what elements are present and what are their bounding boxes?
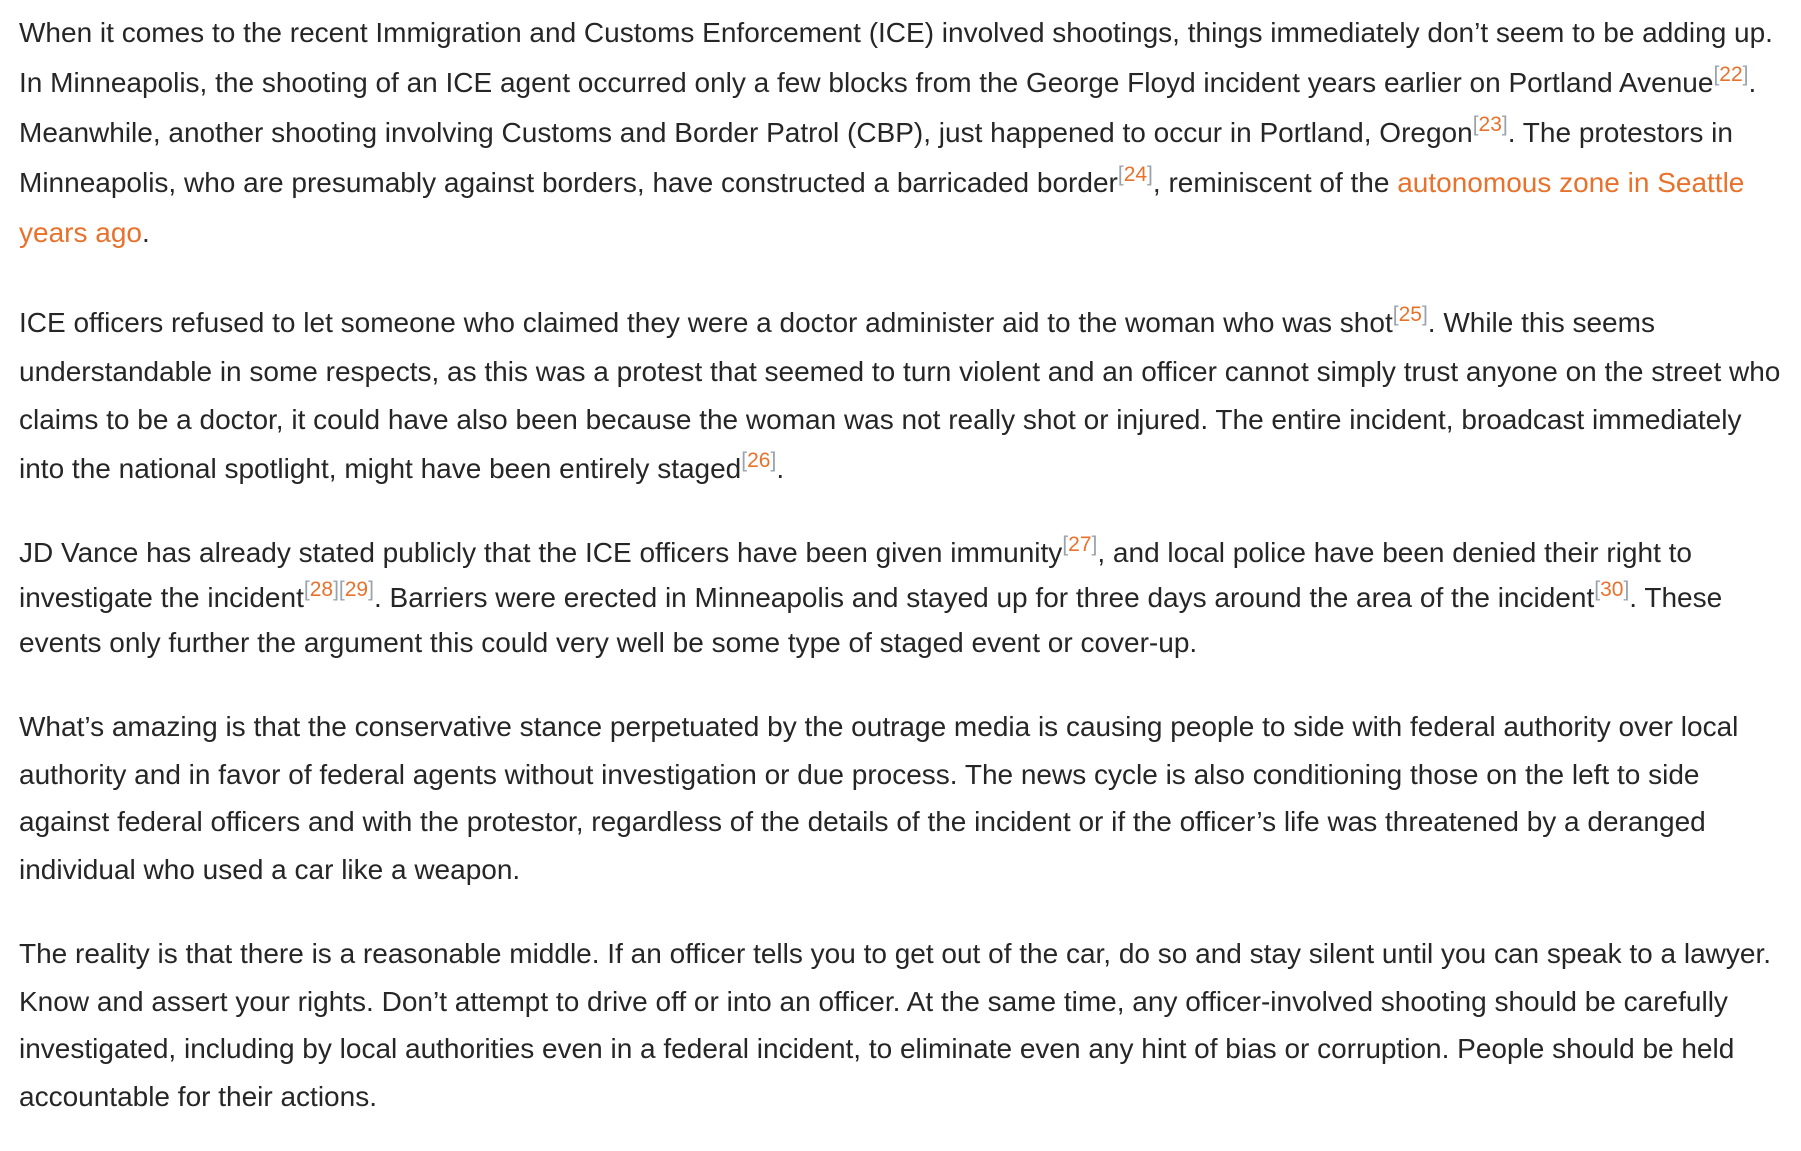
citation-open-bracket: [ [741,448,748,472]
citation-28[interactable] [304,578,339,601]
citation-close-bracket: ] [333,578,339,602]
paragraph-3 [19,530,1794,665]
citation-close-bracket: ] [1421,303,1428,327]
citation-29[interactable] [339,578,374,601]
paragraph-4-text: What’s amazing is that the conservative stance perpetuated by the outrage media is causing people to side with federal authority over local authority and in favor of federal agents without investigation or due process. The news cycle is also conditioning those on the left to side against federal officers and with the protestor, regardless of the details of the incident or if the officer’s life was threatened by a deranged individual who used a car like a weapon. [19,711,1739,885]
citation-25-link[interactable]: 25 [1398,303,1422,327]
paragraph-1-text-2: . Meanwhile, another shooting involving Customs and Border Patrol (CBP), just happened to occur in Portland, Oregon [19,67,1757,148]
citation-close-bracket: ] [1147,163,1153,187]
citation-26[interactable] [741,449,776,472]
paragraph-3-text-3: . Barriers were erected in Minneapolis and stayed up for three days around the area of the incident [373,582,1595,613]
paragraph-2-text-2: . While this seems understandable in some respects, as this was a protest that seemed to turn violent and an officer cannot simply trust anyone on the street who claims to be a doctor, it could have also been because the woman was not really shot or injured. The entire incident, broadcast immediately into the national spotlight, might have been entirely staged [19,307,1781,484]
citation-22-link[interactable]: 22 [1719,63,1743,87]
paragraph-4 [19,703,1794,893]
paragraph-1-text-4: , reminiscent of the [1152,167,1398,198]
paragraph-3-text-4: . These events only further the argument this could very well be some type of staged event or cover-up. [19,582,1723,658]
citation-open-bracket: [ [338,578,345,602]
citation-close-bracket: ] [368,578,374,602]
paragraph-1 [19,0,1794,258]
citation-24-link[interactable]: 24 [1123,163,1148,187]
citation-23-link[interactable]: 23 [1478,113,1502,137]
citation-open-bracket: [ [1472,113,1479,137]
citation-23[interactable] [1473,113,1508,136]
citation-24[interactable] [1118,163,1153,186]
citation-26-link[interactable]: 26 [747,448,771,472]
paragraph-5-text: The reality is that there is a reasonable middle. If an officer tells you to get out of the car, do so and stay silent until you can speak to a lawyer. Know and assert your rights. Don’t attempt to drive off or into an officer. At the same time, any officer-involved shooting should be carefully investigated, including by local authorities even in a federal incident, to eliminate even any hint of bias or corruption. People should be held accountable for their actions. [19,938,1772,1112]
paragraph-1-text-1: When it comes to the recent Immigration and Customs Enforcement (ICE) involved shootings, things immediately don’t seem to be adding up. In Minneapolis, the shooting of an ICE agent occurred only a few blocks from the George Floyd incident years earlier on Portland Avenue [19,17,1773,98]
citation-open-bracket: [ [303,578,310,602]
citation-close-bracket: ] [1091,533,1098,557]
citation-30[interactable] [1594,578,1629,601]
citation-close-bracket: ] [1742,63,1749,87]
citation-27[interactable] [1062,533,1097,556]
paragraph-1-text-5: . [141,217,150,248]
paragraph-2-text-1: ICE officers refused to let someone who claimed they were a doctor administer aid to the woman who was shot [19,307,1393,338]
citation-27-link[interactable]: 27 [1068,533,1092,557]
citation-28-link[interactable]: 28 [309,578,334,602]
citation-open-bracket: [ [1594,578,1601,602]
citation-22[interactable] [1713,63,1748,86]
citation-30-link[interactable]: 30 [1600,578,1624,602]
paragraph-2 [19,299,1794,493]
citation-close-bracket: ] [1501,113,1508,137]
citation-29-link[interactable]: 29 [344,578,369,602]
paragraph-3-text-1: JD Vance has already stated publicly that the ICE officers have been given immunity [19,537,1063,568]
paragraph-1-text-3: . The protestors in Minneapolis, who are presumably against borders, have constructed a barricaded border [19,117,1733,198]
citation-25[interactable] [1393,303,1428,326]
citation-close-bracket: ] [1623,578,1630,602]
citation-close-bracket: ] [770,448,777,472]
paragraph-5 [19,930,1794,1120]
citation-open-bracket: [ [1392,303,1399,327]
citation-open-bracket: [ [1062,533,1069,557]
citation-open-bracket: [ [1117,163,1124,187]
paragraph-2-text-3: . [776,452,785,484]
seattle-autonomous-zone-link[interactable]: autonomous zone in Seattle years ago [19,167,1745,248]
citation-open-bracket: [ [1713,63,1720,87]
paragraph-3-text-2: , and local police have been denied their right to investigate the incident [19,537,1692,613]
